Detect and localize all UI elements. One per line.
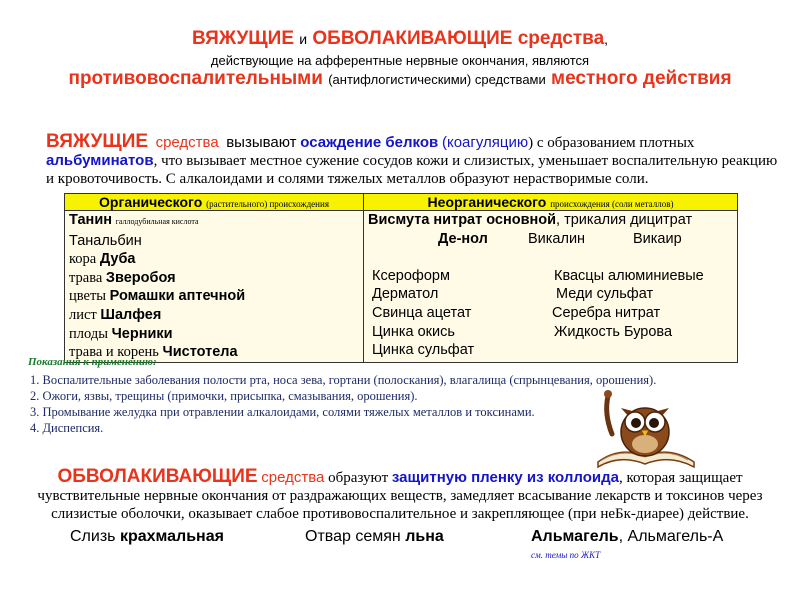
inorganic-list — [364, 211, 738, 363]
subtitle-local-action: местного действия — [551, 68, 732, 89]
page-title — [0, 28, 800, 50]
coating-title: ОБВОЛАКИВАЮЩИЕ — [57, 466, 258, 487]
list-item: Свинца ацетат Серебра нитрат — [372, 304, 661, 321]
coating-t2: защитную пленку из коллоида — [391, 469, 619, 486]
title-astringent: ВЯЖУЩИЕ — [191, 28, 294, 49]
subtitle-paren: (антифлогистическими) средствами — [328, 72, 546, 87]
list-item: 2. Ожоги, язвы, трещины (примочки, присыпка, смазывания, орошения). — [30, 389, 418, 403]
subtitle-line: действующие на афферентные нервные окончания, являются — [210, 53, 590, 68]
table-header-row — [65, 194, 738, 211]
example-almagel: Альмагель, Альмагель-А — [531, 528, 724, 545]
list-item: трава и корень Чистотела — [69, 344, 238, 361]
astringent-t3: ( — [441, 134, 447, 151]
list-item: 4. Диспепсия. — [30, 421, 104, 435]
astringent-title: ВЯЖУЩИЕ — [46, 131, 149, 152]
header-organic-main: Органического — [99, 194, 203, 210]
list-item: 1. Воспалительные заболевания полости рта, носа зева, гортани (полоскания), влагалища (спрынцевания, орошения). — [30, 373, 657, 387]
list-item: лист Шалфея — [69, 306, 162, 323]
example-flax-decoction: Отвар семян льна — [305, 528, 444, 545]
drugs-table — [64, 193, 738, 363]
list-item: плоды Черники — [69, 325, 173, 342]
list-item: кора Дуба — [69, 251, 136, 268]
subtitle-line-2 — [0, 68, 800, 90]
coating-t3: , которая защищает чувствительные нервные окончания от раздражающих веществ, замедляет всасывание лекарств и токсинов через слизистые оболочки, оказывает слабое противовоспалительное и закрепляющее (при неБк-диарее) действие. — [37, 470, 763, 522]
header-inorganic-small: происхождения (соли металлов) — [550, 199, 674, 209]
title-comma: , — [604, 31, 609, 47]
table-body-row — [65, 211, 738, 363]
astringent-t6: альбуминатов — [46, 152, 154, 169]
list-item: Цинка сульфат — [372, 342, 475, 359]
list-item: Танальбин — [69, 232, 142, 249]
gi-topics-note: см. темы по ЖКТ — [531, 550, 601, 560]
organic-list — [65, 211, 364, 363]
table-header-inorganic — [364, 194, 738, 211]
astringent-t4: коагуляцию — [446, 134, 529, 151]
coating-paragraph — [10, 468, 790, 523]
astringent-t5: ) с образованием плотных — [528, 135, 695, 151]
table-header-organic — [65, 194, 364, 211]
owl-reading-book-icon — [590, 384, 700, 469]
list-item: трава Зверобоя — [69, 269, 176, 286]
list-item: Цинка окись Жидкость Бурова — [372, 323, 673, 340]
astringent-paragraph — [46, 133, 786, 188]
astringent-t2: осаждение белков — [300, 134, 439, 151]
list-item: 3. Промывание желудка при отравлении алкалоидами, солями тяжелых металлов и токсинами. — [30, 405, 535, 419]
indications-title: Показания к применению: — [28, 356, 157, 368]
subtitle-antiinflammatory: противовоспалительными — [68, 68, 323, 89]
example-starch-mucus: Слизь крахмальная — [70, 528, 224, 545]
header-organic-small: (растительного) происхождения — [206, 199, 329, 209]
list-item: Де-нол Викалин Викаир — [438, 230, 682, 247]
list-item: Висмута нитрат основной, трикалия дицитрат — [368, 212, 693, 228]
title-coating: ОБВОЛАКИВАЮЩИЕ средства — [312, 28, 605, 49]
list-item: Дерматол Меди сульфат — [372, 286, 654, 303]
list-item: цветы Ромашки аптечной — [69, 288, 246, 305]
list-item: Ксероформ Квасцы алюминиевые — [372, 267, 704, 284]
astringent-sredstva: средства — [155, 134, 219, 151]
title-and: и — [299, 31, 308, 47]
header-inorganic-main: Неорганического — [427, 194, 547, 210]
astringent-t1: вызывают — [226, 134, 297, 151]
coating-t1: образуют — [328, 470, 389, 486]
indications-list — [30, 372, 656, 436]
list-item: Танин галлодубильная кислота — [69, 212, 199, 228]
astringent-t7: , что вызывает местное сужение сосудов кожи и слизистых, уменьшает воспалительную реакцию и кровоточивость. С алкалоидами и солями тяжелых металлов образуют нерастворимые соли. — [46, 153, 778, 187]
coating-sredstva: средства — [261, 469, 325, 486]
